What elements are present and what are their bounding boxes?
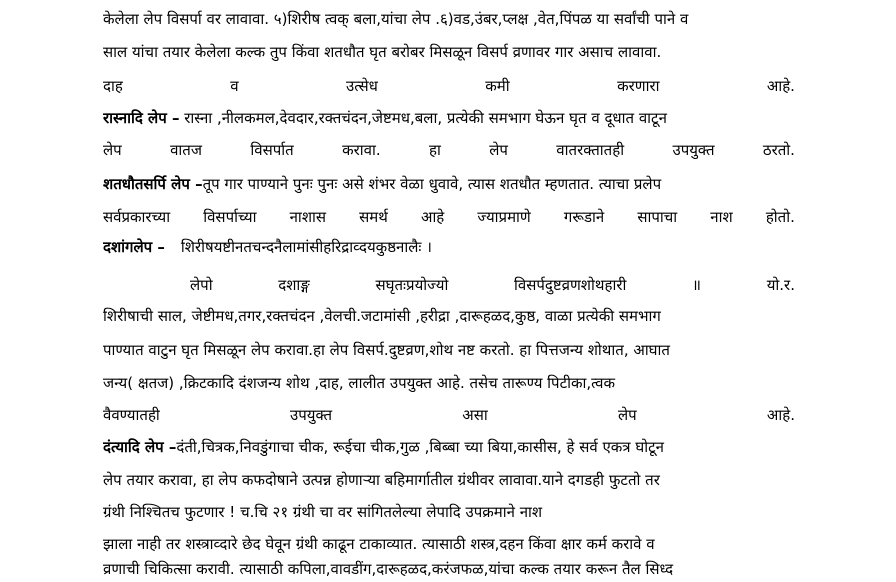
text-line-10: [103, 305, 795, 327]
word: ठरतो.: [762, 141, 795, 159]
word: कमी: [485, 77, 510, 95]
line-text: रास्ना ,नीलकमल,देवदार,रक्तचंदन,जेष्टमध,बला, प्रत्येकी समभाग घेऊन घृत व दूधात वाटून: [179, 109, 667, 127]
line-text: लेप तयार करावा, हा लेप कफदोषाने उत्पन्न होणाऱ्या बहिमार्गातील ग्रंथीवर लावावा.याने दगडही फुटतो तर: [103, 471, 660, 489]
word: सापाचा: [637, 208, 678, 226]
verse-word: लेपो: [190, 276, 213, 294]
verse-word: विसर्पदुष्टव्रणशोथहारी: [514, 276, 627, 294]
text-line-17: [103, 533, 795, 555]
word: आहे.: [766, 406, 795, 424]
word: होतो.: [765, 208, 795, 226]
word: नाश: [710, 208, 733, 226]
text-line-18: [103, 558, 795, 580]
word: लेप: [617, 406, 637, 424]
verse-word: यो.र.: [766, 276, 795, 294]
line-text: केलेला लेप विसर्पा वर लावावा. ५)शिरीष त्वक् बला,यांचा लेप .६)वड,उंबर,प्लक्ष ,वेत,पिंपळ या सर्वांची पाने व: [103, 10, 689, 28]
text-line-8: [103, 236, 795, 258]
word: समर्थ: [359, 208, 388, 226]
word: आहे.: [766, 77, 795, 95]
word: करणारा: [617, 77, 660, 95]
line-text: शिरीषाची साल, जेष्टीमध,तगर,रक्तचंदन ,वेलची.जटामांसी ,हरीद्रा ,दारूहळद,कुष्ठ, वाळा प्रत्येकी समभाग: [103, 307, 661, 325]
word: असा: [462, 406, 488, 424]
word: उपयुक्त: [672, 141, 715, 159]
sanskrit-verse: शिरीषयष्टीनतचन्दनैलामांसीहरिद्राव्दयकुष्ठनालैः ।: [180, 238, 432, 256]
section-heading: दशांगलेप –: [103, 238, 165, 256]
text-line-14: [103, 436, 795, 458]
word: करावा.: [342, 141, 381, 159]
line-text: व्रणाची चिकित्सा करावी. त्यासाठी कपिला,वावडींग,दारूहळद,करंजफळ,यांचा कल्क तयार करून तैल सिध्द: [103, 560, 674, 578]
word: उत्सेध: [345, 77, 378, 95]
text-line-7: [103, 206, 795, 228]
word: विसर्पाच्या: [203, 208, 257, 226]
text-line-15: [103, 469, 795, 491]
text-line-2: [103, 41, 795, 63]
word: व: [230, 77, 239, 95]
word: लेप: [489, 141, 508, 159]
text-line-4: [103, 107, 795, 129]
word: सर्वप्रकारच्या: [103, 208, 171, 226]
word: आहे: [420, 208, 445, 226]
section-heading: दंत्यादि लेप –: [103, 438, 177, 456]
line-text: साल यांचा तयार केलेला कल्क तुप किंवा शतधौत घृत बरोबर मिसळून विसर्प व्रणावर गार असाच लावावा.: [103, 43, 662, 61]
verse-word: सघृतःप्रयोज्यो: [375, 276, 449, 294]
word: विसर्पात: [250, 141, 294, 159]
word: वातज: [170, 141, 202, 159]
text-line-6: [103, 173, 795, 195]
line-text: दंती,चित्रक,निवडुंगाचा चीक, रूईचा चीक,गुळ ,बिब्बा च्या बिया,कासीस, हे सर्व एकत्र घोटून: [176, 438, 664, 456]
text-line-5: [103, 139, 795, 161]
word: वैवण्यातही: [103, 406, 160, 424]
section-heading: शतधौतसर्पि लेप –: [103, 175, 203, 193]
text-line-1: [103, 8, 795, 30]
verse-word: ॥: [692, 276, 702, 294]
text-line-16: [103, 501, 795, 523]
word: गरूडाने: [563, 208, 605, 226]
word: दाह: [103, 77, 123, 95]
section-heading: रास्नादि लेप –: [103, 109, 180, 127]
text-line-3: [103, 75, 795, 97]
text-line-12: [103, 372, 795, 394]
word: उपयुक्त: [290, 406, 333, 424]
line-text: ग्रंथी निश्चितच फुटणार ! च.चि २१ ग्रंथी चा वर सांगितलेल्या लेपादि उपक्रमाने नाश: [103, 503, 543, 521]
text-line-13: [103, 404, 795, 426]
line-text: झाला नाही तर शस्त्राव्दारे छेद घेवून ग्रंथी काढून टाकाव्यात. त्यासाठी शस्त्र,दहन किंवा क्षार कर्म करावे व: [103, 535, 655, 553]
word: हा: [428, 141, 441, 159]
text-line-9: [190, 274, 795, 296]
line-text: तूप गार पाण्याने पुनः पुनः असे शंभर वेळा धुवावे, त्यास शतधौत म्हणतात. त्याचा प्रलेप: [202, 175, 662, 193]
word: वातरक्तातही: [556, 141, 625, 159]
word: नाशास: [289, 208, 327, 226]
line-text: पाण्यात वाटुन घृत मिसळून लेप करावा.हा लेप विसर्प.दुष्टव्रण,शोथ नष्ट करतो. हा पित्तजन्य शोथात, आघात: [103, 341, 670, 359]
text-line-11: [103, 339, 795, 361]
line-text: जन्य( क्षतज) ,क्रिटकादि दंशजन्य शोथ ,दाह, लालीत उपयुक्त आहे. तसेच तारूण्य पिटीका,त्वक: [103, 374, 616, 392]
word: ज्याप्रमाणे: [477, 208, 531, 226]
verse-word: दशाङ्ग: [278, 276, 310, 294]
word: लेप: [103, 141, 122, 159]
